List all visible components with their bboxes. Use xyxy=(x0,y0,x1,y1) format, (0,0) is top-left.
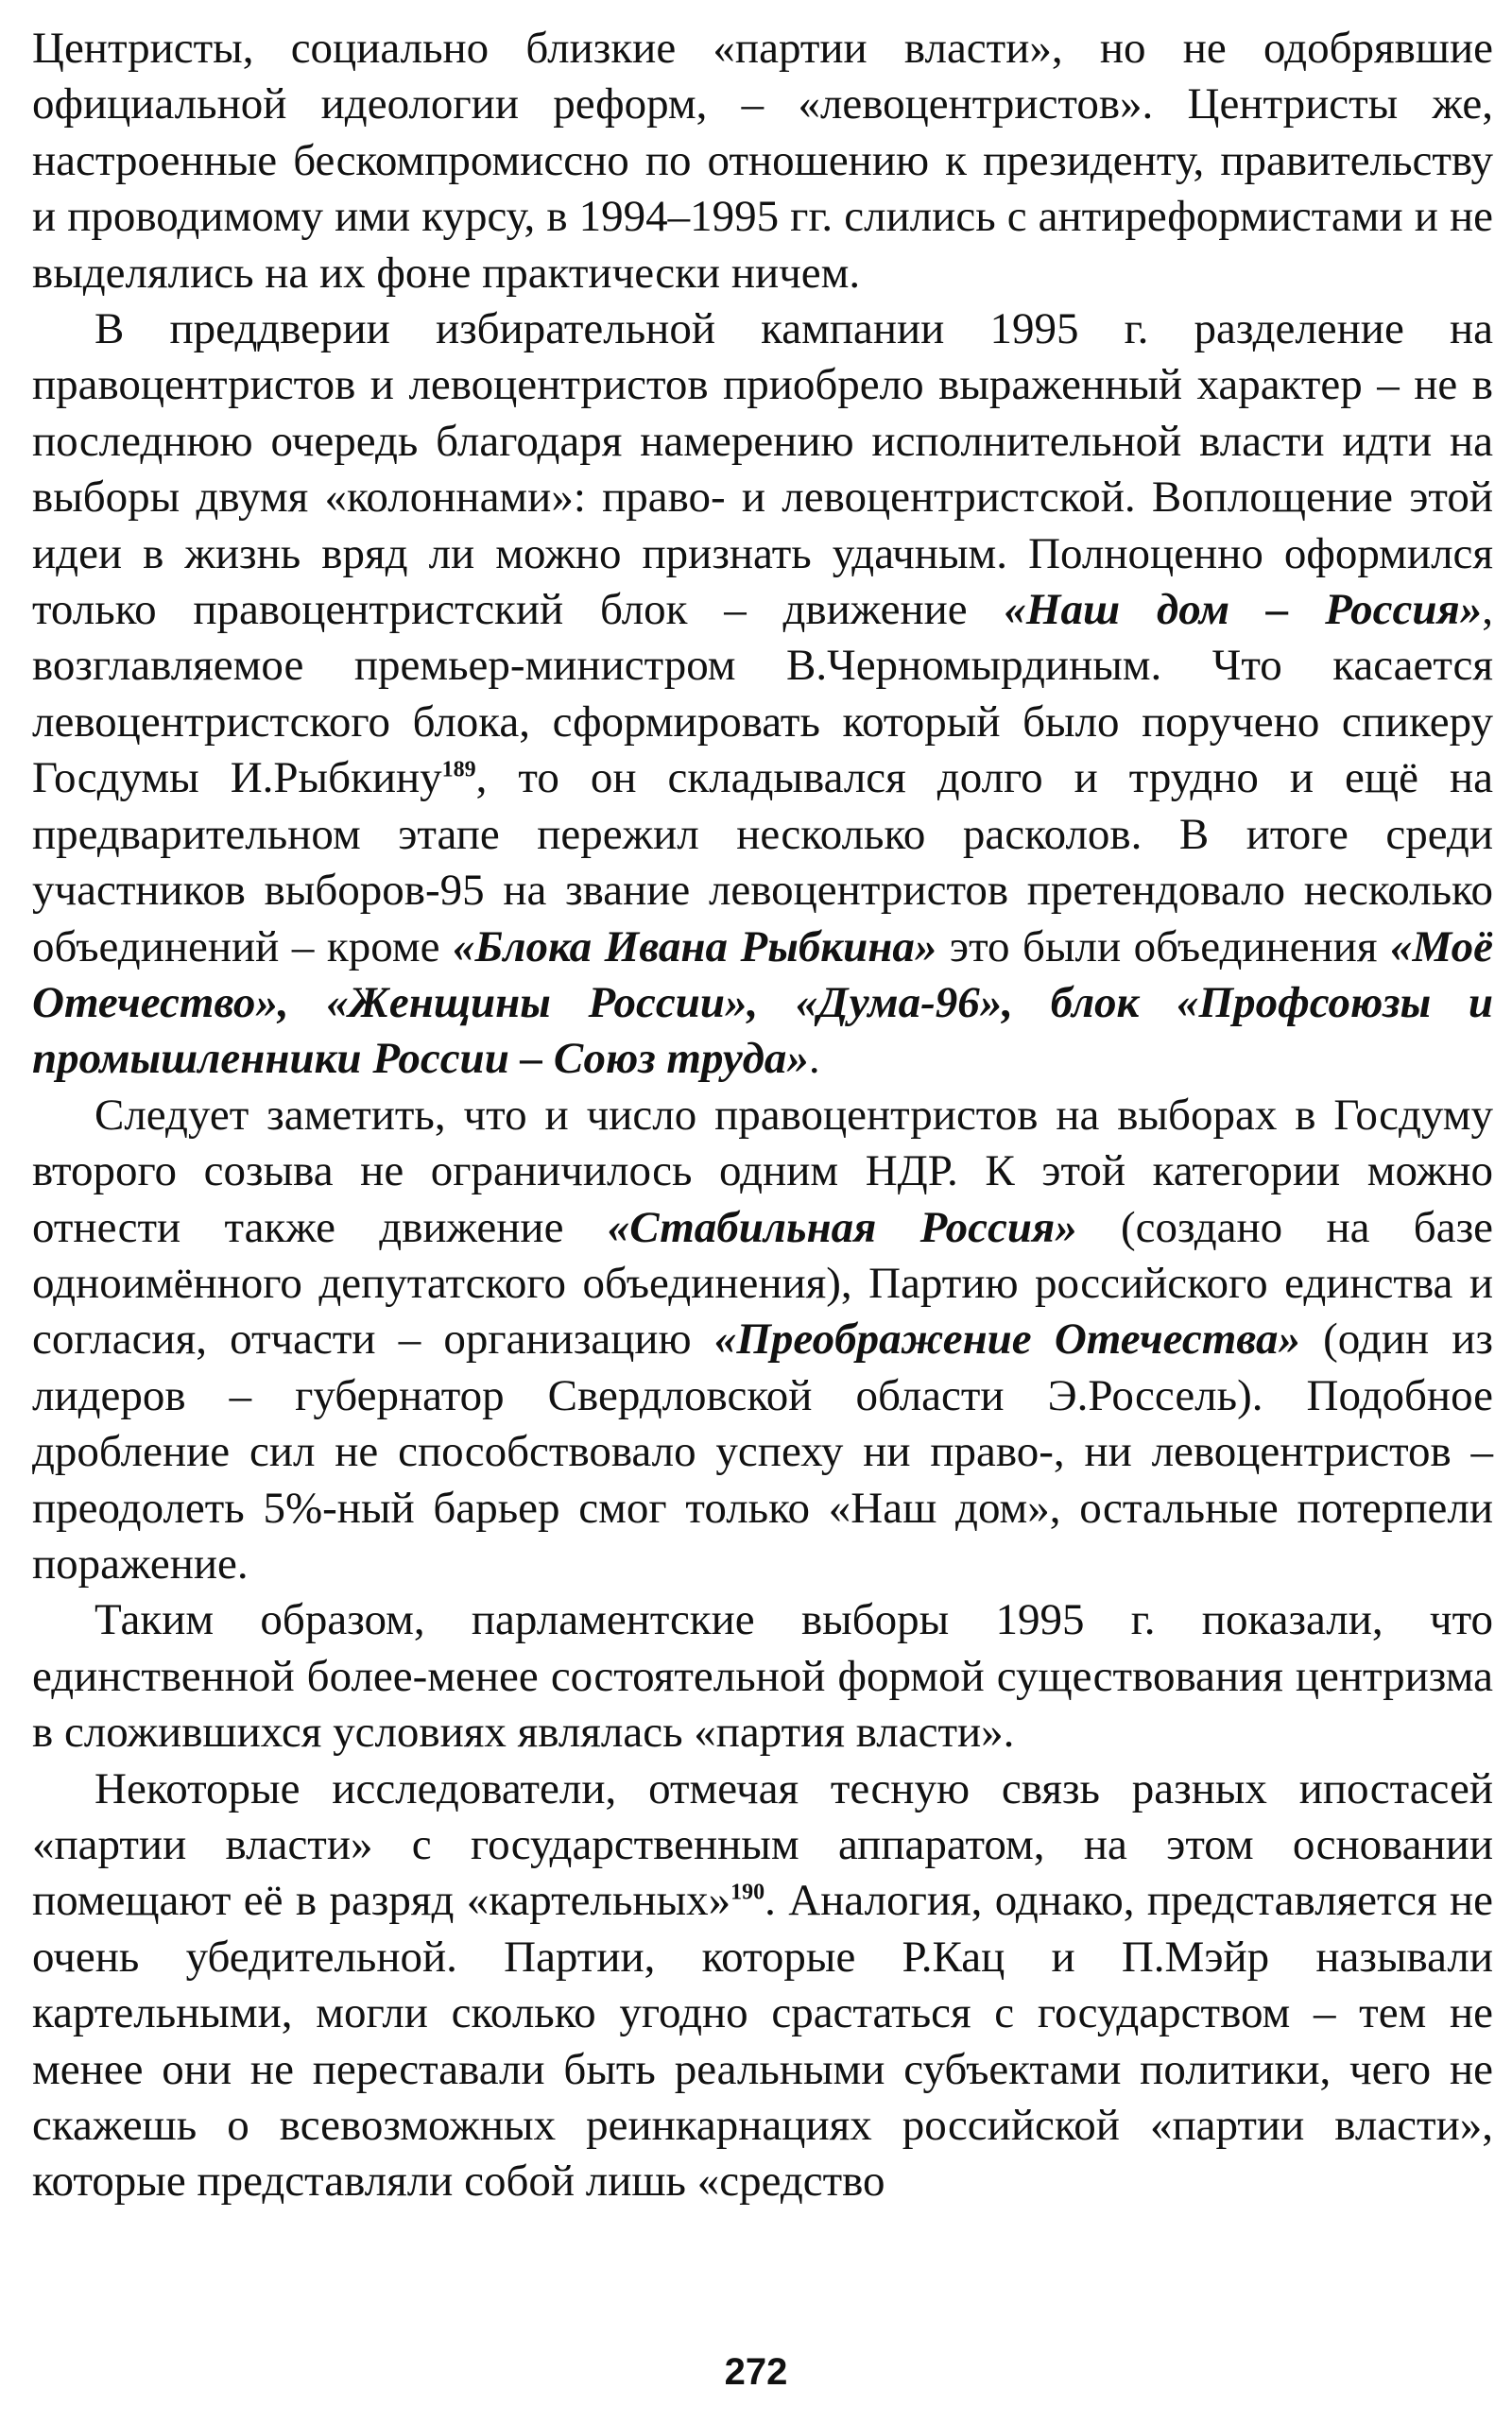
paragraph xyxy=(32,301,1493,1088)
text-run: это были объединения xyxy=(936,921,1390,971)
text-run: . Аналогия, однако, представляется не очень убедительной. Партии, которые Р.Кац и П.Мэйр называли картельными, могли сколько угодно срастаться с государством – тем не менее они не переставали быть реальными субъектами политики, чего не скажешь о всевозможных реинкарнациях российской «партии власти», которые представляли собой лишь «средство xyxy=(32,1876,1493,2207)
footnote-ref: 189 xyxy=(441,757,476,782)
footnote-ref: 190 xyxy=(730,1880,765,1905)
text-run: Следует заметить, что и число правоцентристов на выборах в Госдуму второго созыва не ограничилось одним НДР. К этой категории можно отнести также движение xyxy=(32,1090,1493,1252)
text-run: , то он складывался долго и трудно и ещё на предварительном этапе пережил несколько расколов. В итоге среди участников выборов-95 на звание левоцентристов претендовало несколько объединений – кроме xyxy=(32,753,1493,971)
page-body xyxy=(32,21,1493,2210)
page-number: 272 xyxy=(724,2351,788,2393)
text-run: (создано на базе одноимённого депутатского объединения), Партию российского единства и согласия, отчасти – организацию xyxy=(32,1202,1493,1365)
paragraph xyxy=(32,1088,1493,1593)
emphasis-party-name: «Стабильная Россия» xyxy=(607,1202,1077,1252)
emphasis-party-name: «Блока Ивана Рыбкина» xyxy=(452,921,937,971)
paragraph xyxy=(32,1761,1493,2210)
text-run: (один из лидеров – губернатор Свердловской области Э.Россель). Подобное дробление сил не способствовало успеху ни право-, ни левоцентристов – преодолеть 5%-ный барьер смог только «Наш дом», остальные потерпели поражение. xyxy=(32,1315,1493,1589)
emphasis-party-name: «Преображение Отечества» xyxy=(713,1315,1300,1365)
paragraph xyxy=(32,1592,1493,1761)
text-run: . xyxy=(808,1034,820,1084)
text-run: , возглавляемое премьер-министром В.Черномырдиным. Что касается левоцентристского блока, сформировать который было поручено спикеру Госдумы И.Рыбкину xyxy=(32,585,1493,803)
text-run: Центристы, социально близкие «партии власти», но не одобрявшие официальной идеологии реформ, – «левоцентристов». Центристы же, настроенные бескомпромиссно по отношению к президенту, правительству и проводимому ими курсу, в 1994–1995 гг. слились с антиреформистами и не выделялись на их фоне практически ничем. xyxy=(32,24,1493,298)
text-run: Таким образом, парламентские выборы 1995 г. показали, что единственной более-менее состоятельной формой существования центризма в сложившихся условиях являлась «партия власти». xyxy=(32,1595,1493,1758)
paragraph xyxy=(32,21,1493,301)
emphasis-party-name: «Моё Отечество», «Женщины России», «Дума-96», блок «Профсоюзы и промышленники России – Союз труда» xyxy=(32,921,1493,1084)
emphasis-party-name: «Наш дом – Россия» xyxy=(1004,585,1483,635)
text-run: Некоторые исследователи, отмечая тесную связь разных ипостасей «партии власти» с государственным аппаратом, на этом основании помещают её в разряд «картельных» xyxy=(32,1763,1493,1926)
text-run: В преддверии избирательной кампании 1995 г. разделение на правоцентристов и левоцентристов приобрело выраженный характер – не в последнюю очередь благодаря намерению исполнительной власти идти на выборы двумя «колоннами»: право- и левоцентристской. Воплощение этой идеи в жизнь вряд ли можно признать удачным. Полноценно оформился только правоцентристский блок – движение xyxy=(32,304,1493,635)
